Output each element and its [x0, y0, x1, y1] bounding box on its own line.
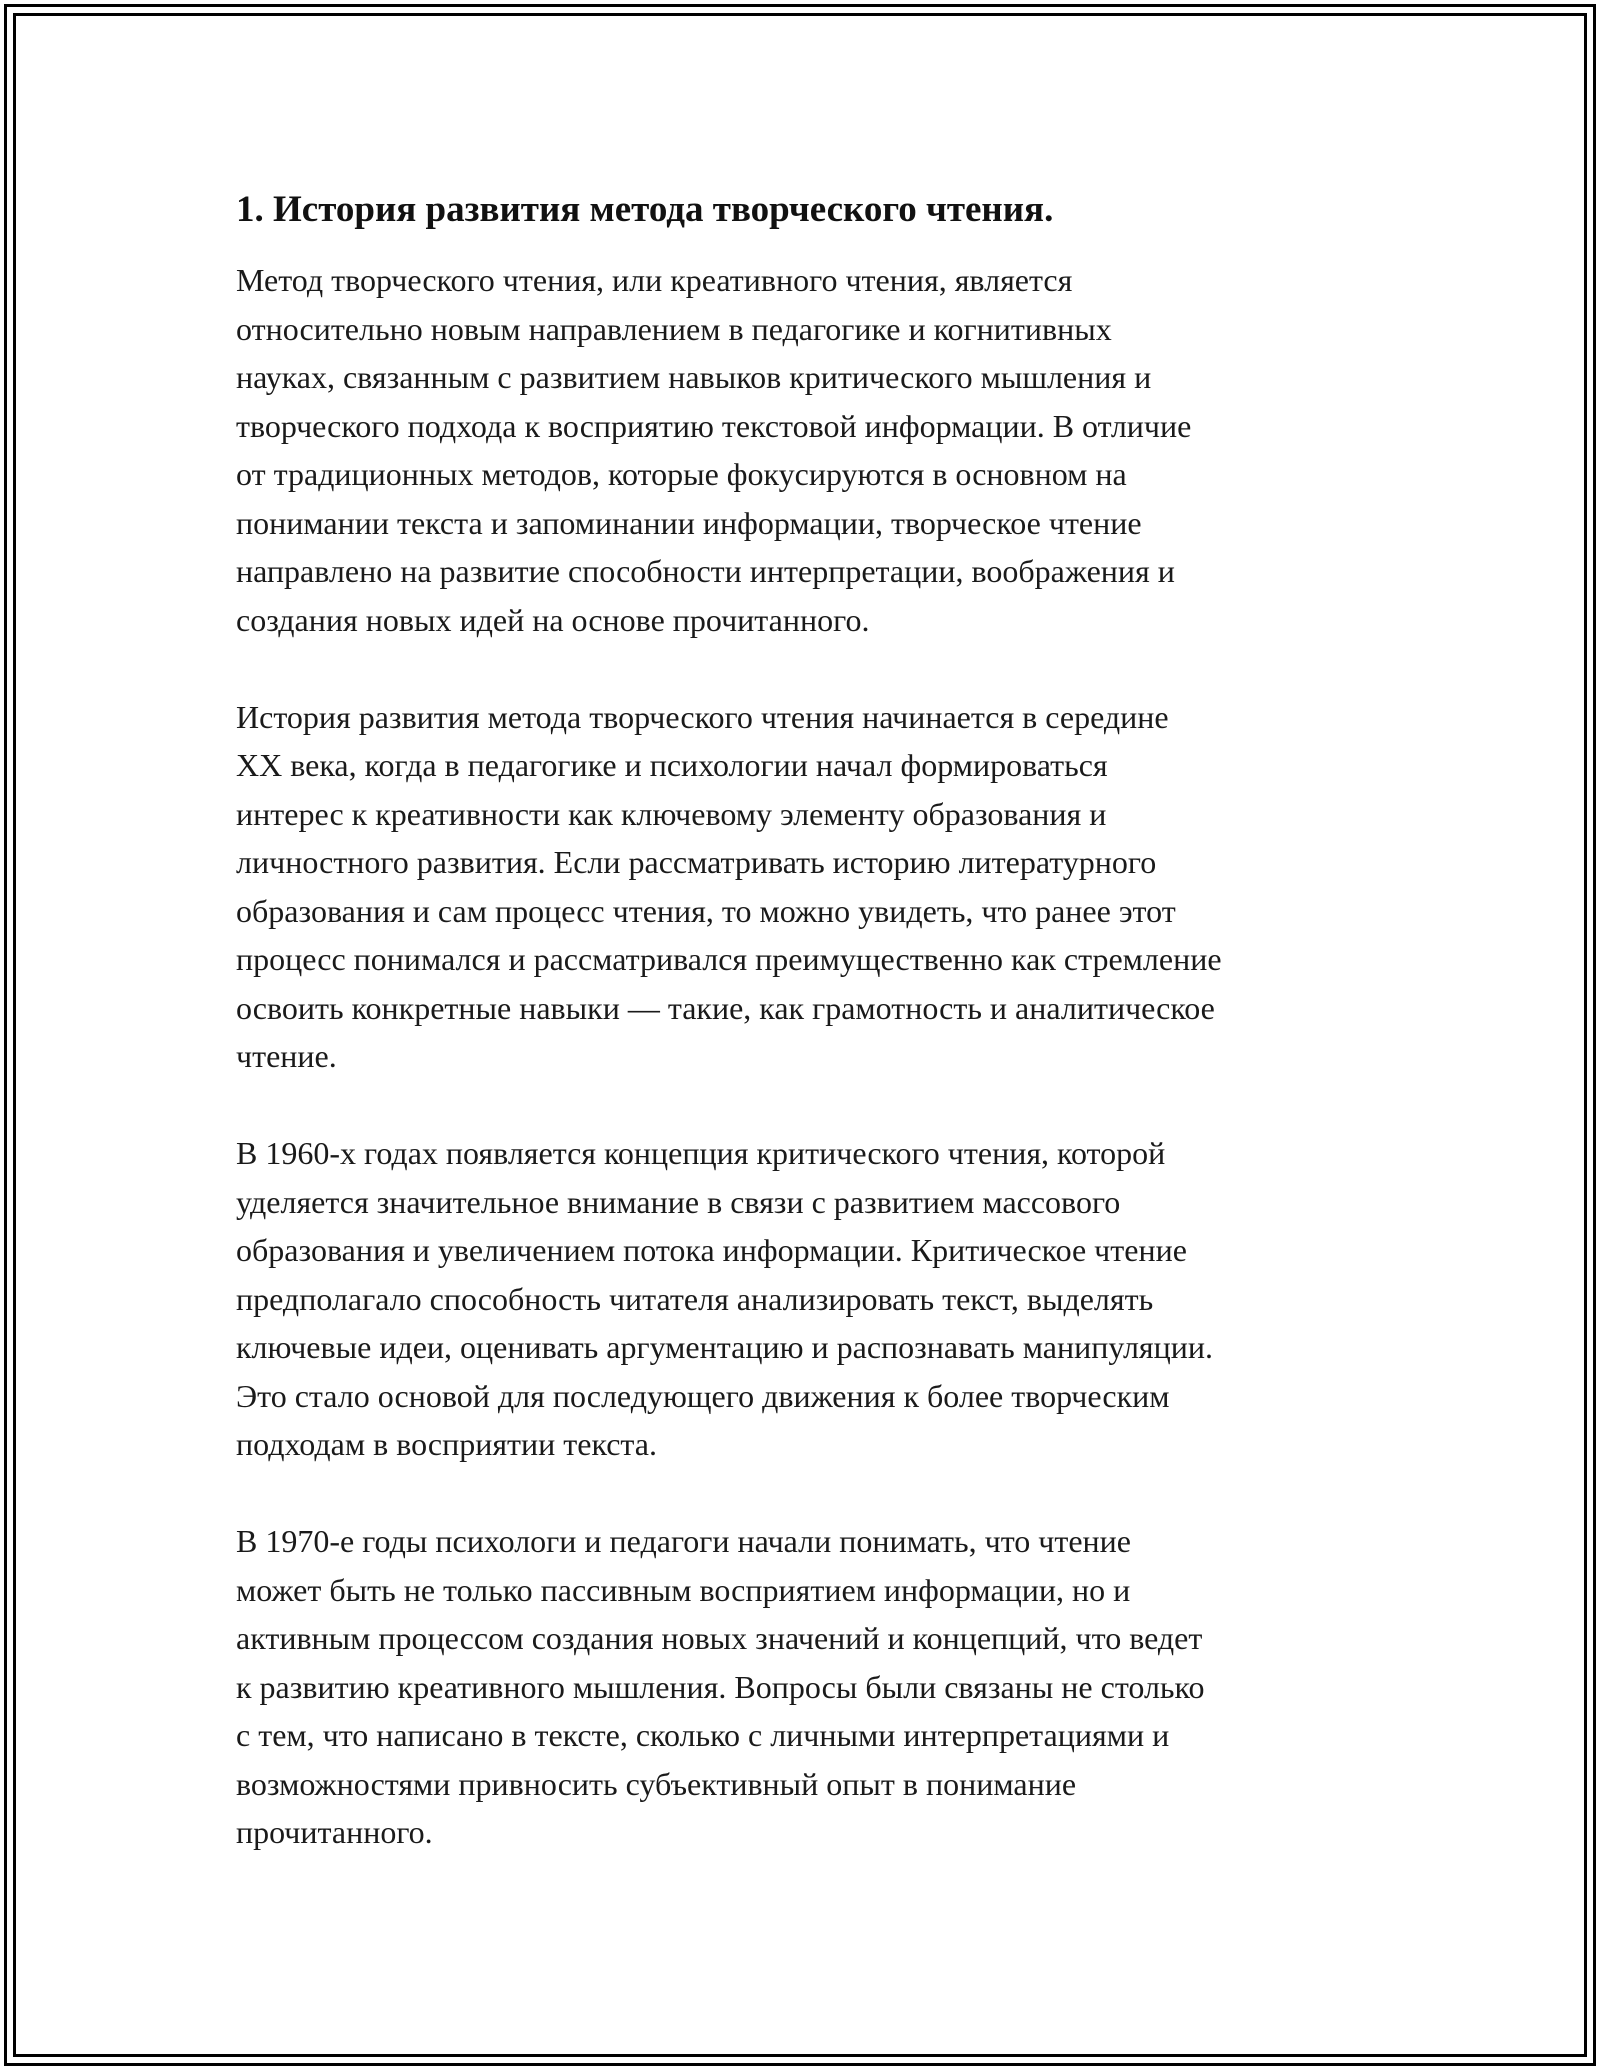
text-line: чтение. — [236, 1038, 337, 1074]
text-line: ключевые идеи, оценивать аргументацию и распознавать манипуляции. — [236, 1329, 1214, 1365]
text-line: к развитию креативного мышления. Вопросы были связаны не столько — [236, 1668, 1205, 1705]
text-line: науках, связанным с развитием навыков критического мышления и — [236, 359, 1152, 395]
text-line: процесс понимался и рассматривался преимущественно как стремление — [236, 941, 1222, 977]
text-line: предполагало способность читателя анализировать текст, выделять — [236, 1280, 1154, 1317]
text-line: активным процессом создания новых значений и концепций, что ведет — [236, 1620, 1203, 1656]
document-body — [236, 186, 1376, 1905]
paragraph-1 — [236, 256, 1376, 644]
text-line: В 1970-е годы психологи и педагоги начали понимать, что чтение — [236, 1523, 1131, 1559]
text-line: уделяется значительное внимание в связи с развитием массового — [236, 1183, 1121, 1220]
text-line: Метод творческого чтения, или креативного чтения, является — [236, 262, 1073, 298]
paragraph-3 — [236, 1129, 1376, 1469]
text-line: освоить конкретные навыки — такие, как грамотность и аналитическое — [236, 989, 1215, 1026]
text-line: В 1960-х годах появляется концепция критического чтения, которой — [236, 1135, 1166, 1171]
text-line: Это стало основой для последующего движения к более творческим — [236, 1377, 1170, 1414]
text-line: создания новых идей на основе прочитанного. — [236, 601, 870, 638]
text-line: от традиционных методов, которые фокусируются в основном на — [236, 456, 1127, 492]
text-line: История развития метода творческого чтения начинается в середине — [236, 698, 1169, 735]
text-line: понимании текста и запоминании информации, творческое чтение — [236, 504, 1142, 541]
text-line: образования и сам процесс чтения, то можно увидеть, что ранее этот — [236, 892, 1176, 929]
text-line: интерес к креативности как ключевому элементу образования и — [236, 795, 1107, 832]
section-heading: 1. История развития метода творческого чтения. — [236, 189, 1054, 230]
text-line: подходам в восприятии текста. — [236, 1426, 657, 1462]
text-line: может быть не только пассивным восприятием информации, но и — [236, 1571, 1131, 1608]
text-line: возможностями привносить субъективный опыт в понимание — [236, 1765, 1077, 1802]
text-line: образования и увеличением потока информации. Критическое чтение — [236, 1232, 1187, 1268]
text-line: относительно новым направлением в педагогике и когнитивных — [236, 310, 1112, 347]
text-line: творческого подхода к восприятию текстовой информации. В отличие — [236, 407, 1192, 444]
text-line: прочитанного. — [236, 1814, 433, 1850]
text-line: личностного развития. Если рассматривать историю литературного — [236, 844, 1157, 880]
paragraph-2 — [236, 693, 1376, 1081]
text-line: с тем, что написано в тексте, сколько с личными интерпретациями и — [236, 1717, 1170, 1753]
text-line: направлено на развитие способности интерпретации, воображения и — [236, 553, 1175, 589]
paragraph-4 — [236, 1517, 1376, 1857]
text-line: XX века, когда в педагогике и психологии начал формироваться — [236, 747, 1108, 783]
